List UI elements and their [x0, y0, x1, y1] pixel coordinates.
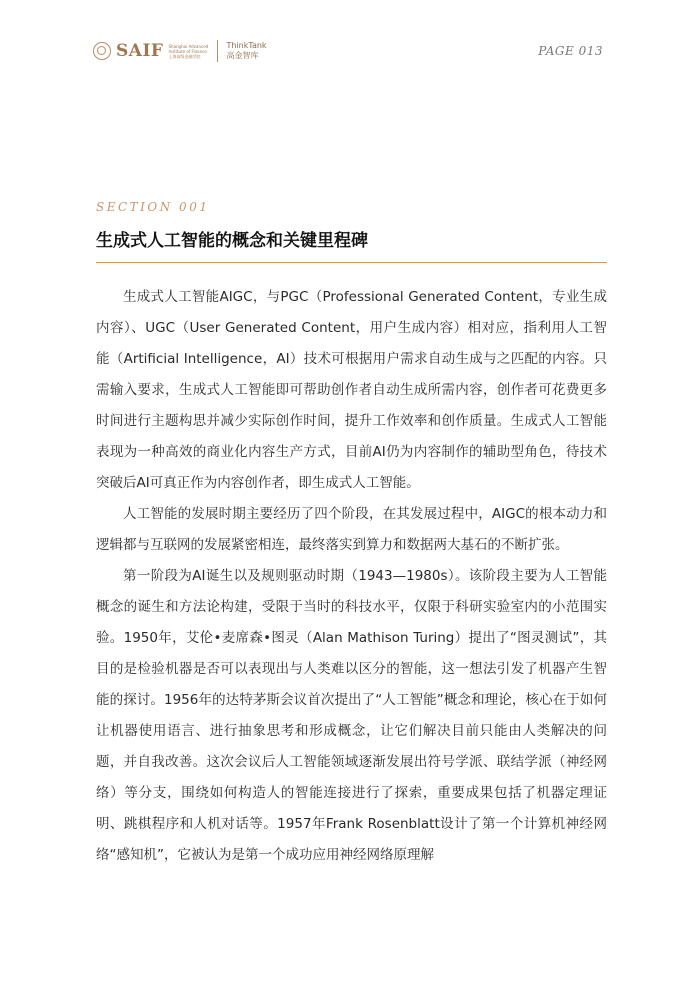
paragraph: 生成式人工智能AIGC，与PGC（Professional Generated Content，专业生成内容）、UGC（User Generated Content，用户生成内容）相对应，指利用人工智能（Artificial Intelligence，AI）技术可根据用户需求自动生成与之匹配的内容。只需输入要求，生成式人工智能即可帮助创作者自动生成所需内容，创作者可花费更多时间进行主题构思并减少实际创作时间，提升工作效率和创作质量。生成式人工智能表现为一种高效的商业化内容生产方式，目前AI仍为内容制作的辅助型角色，待技术突破后AI可真正作为内容创作者，即生成式人工智能。	[96, 289, 607, 491]
thinktank-label	[227, 41, 267, 61]
thinktank-en: ThinkTank	[226, 41, 267, 50]
thinktank-cn: 高金智库	[226, 51, 259, 60]
header-divider	[217, 40, 218, 62]
saif-logo-text: SAIF	[116, 41, 164, 61]
page-number: PAGE 013	[538, 44, 603, 58]
paragraph: 第一阶段为AI诞生以及规则驱动时期（1943—1980s）。该阶段主要为人工智能概念的诞生和方法论构建，受限于当时的科技水平，仅限于科研实验室内的小范围实验。1950年，艾伦•麦席森•图灵（Alan Mathison Turing）提出了“图灵测试”，其目的是检验机器是否可以表现出与人类难以区分的智能，这一想法引发了机器产生智能的探讨。1956年的达特茅斯会议首次提出了“人工智能”概念和理论，核心在于如何让机器使用语言、进行抽象思考和形成概念，让它们解决目前只能由人类解决的问题，并自我改善。这次会议后人工智能领域逐渐发展出符号学派、联结学派（神经网络）等分支，围绕如何构造人的智能连接进行了探索，重要成果包括了机器定理证明、跳棋程序和人机对话等。1957年Frank Rosenblatt设计了第一个计算机神经网络“感知机”，它被认为是第一个成功应用神经网络原理解	[96, 568, 607, 863]
section-label: SECTION 001	[96, 200, 210, 214]
saif-seal-icon	[93, 42, 111, 60]
section-title: 生成式人工智能的概念和关键里程碑	[96, 231, 368, 251]
header-logo-group	[93, 38, 267, 64]
logo-subtext-line2: Institute of Finance	[168, 48, 207, 54]
body-text	[96, 282, 607, 871]
saif-logo-subtext	[169, 44, 209, 59]
logo-subtext-line1: Shanghai Advanced	[168, 43, 209, 49]
logo-subtext-line3: 上海高级金融学院	[168, 53, 201, 59]
paragraph: 人工智能的发展时期主要经历了四个阶段，在其发展过程中，AIGC的根本动力和逻辑都与互联网的发展紧密相连，最终落实到算力和数据两大基石的不断扩张。	[96, 506, 607, 553]
section-divider	[96, 262, 607, 263]
